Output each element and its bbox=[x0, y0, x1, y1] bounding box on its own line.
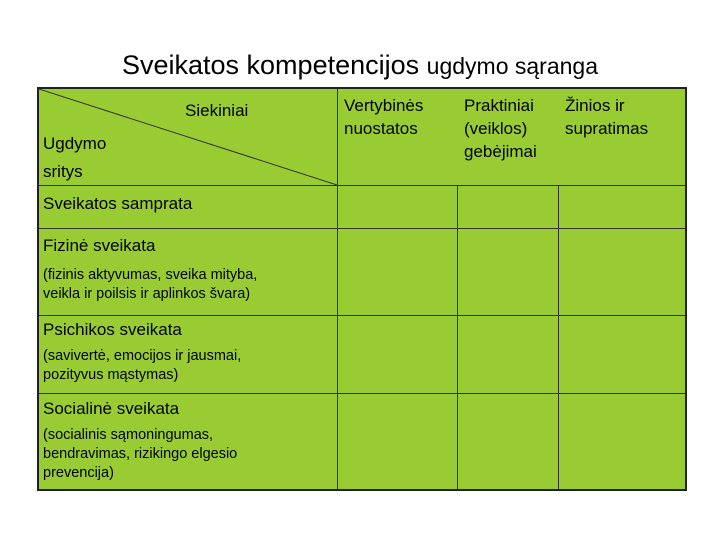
column-header-knowledge: Žinios ir supratimas bbox=[565, 96, 649, 138]
row-detail-physical: (fizinis aktyvumas, sveika mityba, veikla ir poilsis ir aplinkos švara) bbox=[43, 267, 258, 302]
competency-table bbox=[37, 87, 687, 491]
grid-hline-2 bbox=[39, 315, 685, 316]
column-header-skills: Praktiniai (veiklos) gebėjimai bbox=[464, 96, 537, 161]
column-header-values: Vertybinės nuostatos bbox=[344, 96, 424, 138]
title-rest: ugdymo sąranga bbox=[426, 53, 598, 79]
row-title-mental: Psichikos sveikata bbox=[43, 320, 182, 339]
title-main: Sveikatos kompetencijos bbox=[121, 50, 420, 80]
row-detail-mental: (savivertė, emocijos ir jausmai, pozityvus mąstymas) bbox=[43, 348, 242, 383]
grid-vline-2 bbox=[457, 185, 458, 489]
grid-vline-1 bbox=[337, 89, 338, 489]
objectives-header: Siekiniai bbox=[185, 101, 249, 120]
grid-hline-1 bbox=[39, 228, 685, 229]
page-title bbox=[0, 50, 720, 81]
row-title-physical: Fizinė sveikata bbox=[43, 236, 156, 255]
areas-header-line1: Ugdymo bbox=[43, 134, 107, 153]
grid-hline-header bbox=[39, 185, 685, 186]
areas-header-line2: sritys bbox=[43, 162, 83, 181]
row-title-concept: Sveikatos samprata bbox=[43, 194, 193, 213]
row-detail-social: (socialinis sąmoningumas, bendravimas, rizikingo elgesio prevencija) bbox=[43, 427, 238, 481]
grid-hline-3 bbox=[39, 393, 685, 394]
grid-vline-3 bbox=[558, 185, 559, 489]
row-title-social: Socialinė sveikata bbox=[43, 399, 180, 418]
